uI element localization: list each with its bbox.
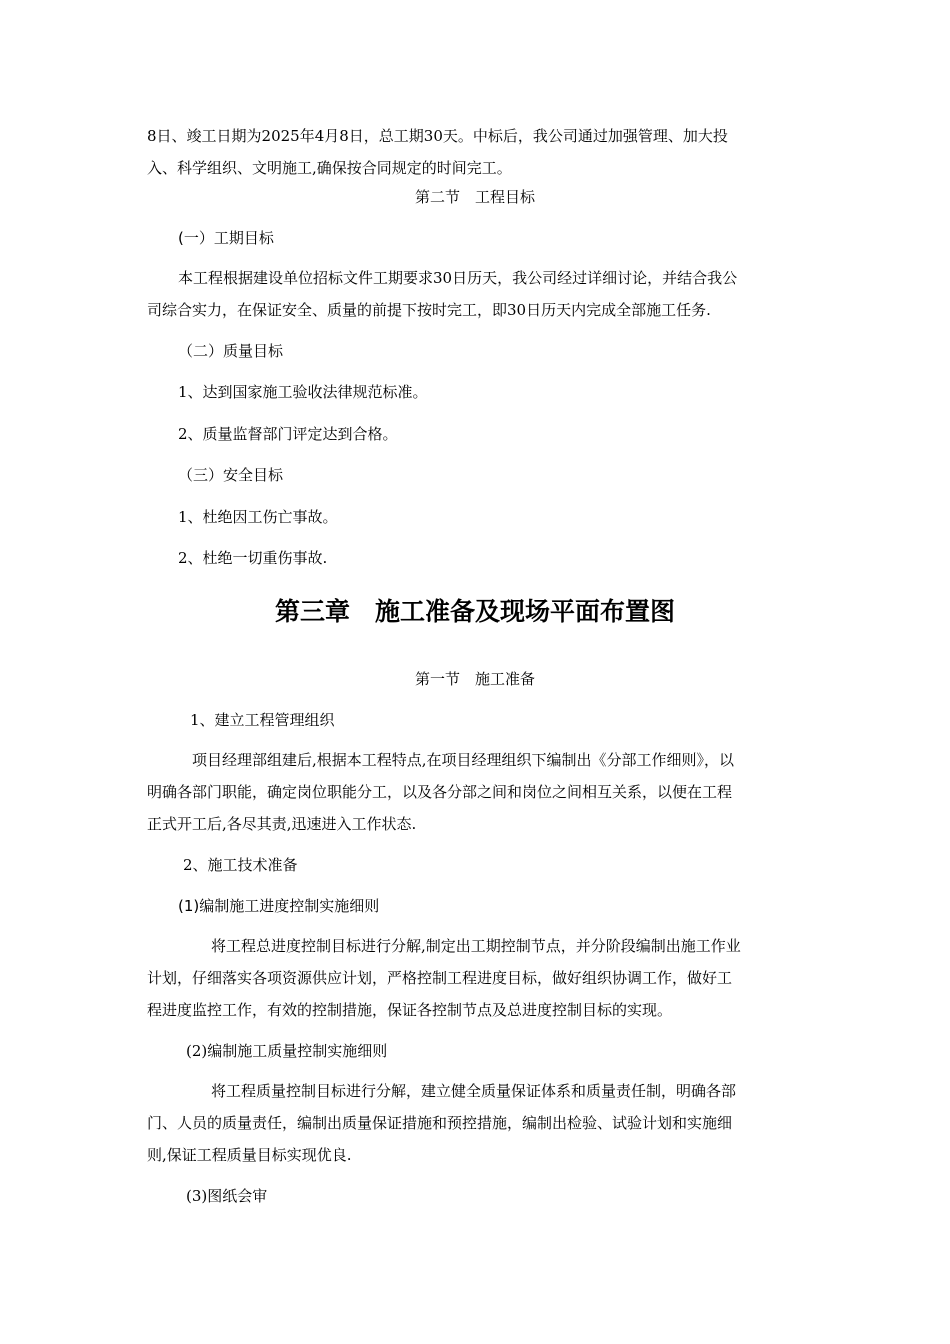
schedule-goal-heading: (一）工期目标 (178, 229, 274, 247)
intro-line-2: 入、科学组织、文明施工,确保按合同规定的时间完工。 (147, 159, 512, 177)
safety-goal-item-2: 2、杜绝一切重伤事故. (178, 549, 328, 567)
tech-prep-sub2-line-2: 门、人员的质量责任，编制出质量保证措施和预控措施，编制出检验、试验计划和实施细 (147, 1114, 733, 1132)
org-line-2: 明确各部门职能，确定岗位职能分工，以及各分部之间和岗位之间相互关系，以便在工程 (147, 783, 733, 801)
org-line-1: 项目经理部组建后,根据本工程特点,在项目经理组织下编制出《分部工作细则》，以 (192, 751, 735, 769)
tech-prep-sub2-line-1: 将工程质量控制目标进行分解，建立健全质量保证体系和质量责任制，明确各部 (211, 1082, 737, 1100)
org-heading: 1、建立工程管理组织 (190, 711, 335, 729)
chapter-title-3: 第三章 施工准备及现场平面布置图 (274, 597, 675, 626)
tech-prep-sub2-heading: (2)编制施工质量控制实施细则 (186, 1042, 388, 1060)
schedule-goal-line-2: 司综合实力，在保证安全、质量的前提下按时完工，即30日历天内完成全部施工任务. (147, 301, 711, 319)
section-title-1: 第一节 施工准备 (414, 670, 535, 688)
tech-prep-heading: 2、施工技术准备 (183, 856, 298, 874)
tech-prep-sub1-line-1: 将工程总进度控制目标进行分解,制定出工期控制节点，并分阶段编制出施工作业 (211, 937, 741, 955)
tech-prep-sub1-line-3: 程进度监控工作，有效的控制措施，保证各控制节点及总进度控制目标的实现。 (147, 1001, 673, 1019)
org-line-3: 正式开工后,各尽其责,迅速进入工作状态. (147, 815, 417, 833)
tech-prep-sub1-line-2: 计划，仔细落实各项资源供应计划，严格控制工程进度目标，做好组织协调工作，做好工 (147, 969, 733, 987)
quality-goal-item-2: 2、质量监督部门评定达到合格。 (178, 425, 398, 443)
tech-prep-sub1-heading: (1)编制施工进度控制实施细则 (178, 897, 380, 915)
safety-goal-heading: （三）安全目标 (178, 466, 284, 484)
quality-goal-item-1: 1、达到国家施工验收法律规范标准。 (178, 383, 428, 401)
safety-goal-item-1: 1、杜绝因工伤亡事故。 (178, 508, 338, 526)
quality-goal-heading: （二）质量目标 (178, 342, 284, 360)
schedule-goal-line-1: 本工程根据建设单位招标文件工期要求30日历天，我公司经过详细讨论，并结合我公 (178, 269, 738, 287)
tech-prep-sub3-heading: (3)图纸会审 (186, 1187, 268, 1205)
section-title-2: 第二节 工程目标 (414, 188, 535, 206)
tech-prep-sub2-line-3: 则,保证工程质量目标实现优良. (147, 1146, 352, 1164)
intro-line-1: 8日、竣工日期为2025年4月8日，总工期30天。中标后，我公司通过加强管理、加大投 (147, 127, 728, 145)
